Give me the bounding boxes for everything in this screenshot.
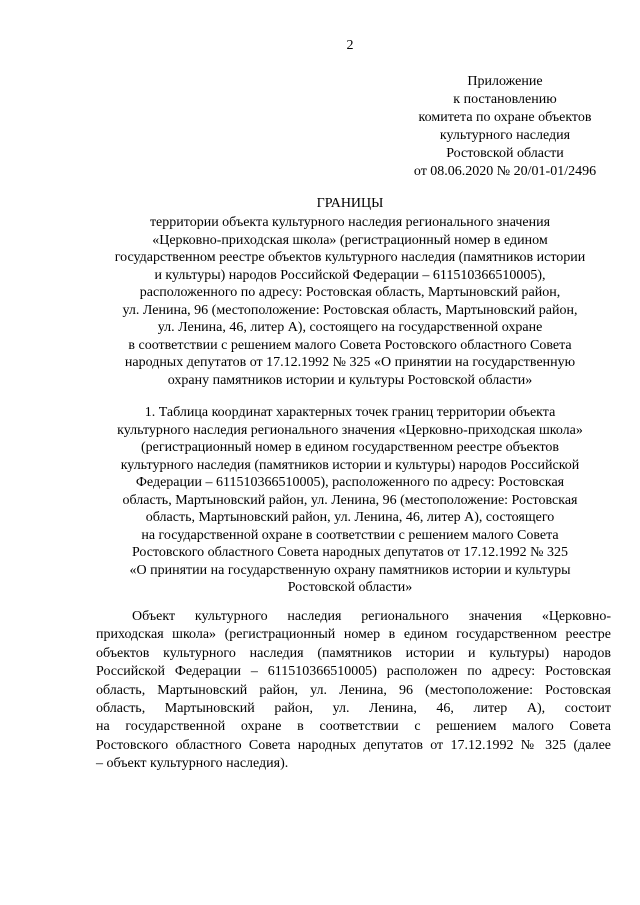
subtitle-line: и культуры) народов Российской Федерации – 611510366510005), <box>154 267 546 283</box>
table-heading <box>80 404 620 597</box>
subtitle-line: ул. Ленина, 96 (местоположение: Ростовская область, Мартыновский район, <box>122 302 578 318</box>
subtitle-line: в соответствии с решением малого Совета Ростовского областного Совета <box>128 337 572 353</box>
subtitle-line: государственном реестре объектов культурного наследия (памятников истории <box>114 250 586 265</box>
table-heading-line: область, Мартыновский район, ул. Ленина, 96 (местоположение: Ростовская <box>122 492 578 508</box>
body-line: приходская школа» (регистрационный номер в едином государственном реестре <box>96 627 611 643</box>
body-line: на государственной охране в соответствии с решением малого Совета <box>96 719 611 735</box>
table-heading-line: область, Мартыновский район, ул. Ленина, 46, литер А), состоящего <box>145 510 555 525</box>
body-line: область, Мартыновский район, ул. Ленина, 46, литер А), состоит <box>96 701 611 717</box>
body-line: Ростовского областного Совета народных депутатов от 17.12.1992 № 325 (далее <box>96 737 611 753</box>
body-line: Объект культурного наследия регионального значения «Церковно- <box>132 609 611 624</box>
body-line: объектов культурного наследия (памятников истории и культуры) народов <box>96 645 611 661</box>
table-heading-line: Федерации – 611510366510005), расположенного по адресу: Ростовская <box>135 475 565 490</box>
table-heading-line: (регистрационный номер в едином государственном реестре объектов <box>140 440 560 455</box>
table-heading-line: Ростовской области» <box>287 580 413 595</box>
subtitle-line: территории объекта культурного наследия регионального значения <box>149 215 551 230</box>
subtitle-line: ул. Ленина, 46, литер А), состоящего на государственной охране <box>157 320 543 335</box>
subtitle-line: охрану памятников истории и культуры Ростовской области» <box>167 372 533 388</box>
table-heading-line: Ростовского областного Совета народных депутатов от 17.12.1992 № 325 <box>131 545 569 560</box>
subtitle-line: «Церковно-приходская школа» (регистрационный номер в едином <box>152 232 548 248</box>
body-line: Российской Федерации – 611510366510005) расположен по адресу: Ростовская <box>96 664 611 680</box>
appendix-line: к постановлению <box>453 92 557 107</box>
appendix-line: культурного наследия <box>439 128 571 143</box>
table-heading-line: культурного наследия (памятников истории и культуры) народов Российской <box>120 457 580 473</box>
page-number: 2 <box>346 38 354 53</box>
subtitle-line: расположенного по адресу: Ростовская область, Мартыновский район, <box>139 285 561 300</box>
table-heading-line: 1. Таблица координат характерных точек границ территории объекта <box>144 405 556 420</box>
appendix-line: комитета по охране объектов <box>418 110 592 125</box>
body-line: – объект культурного наследия). <box>96 756 289 772</box>
table-heading-line: культурного наследия регионального значения «Церковно-приходская школа» <box>117 422 583 438</box>
body-paragraph <box>96 608 611 774</box>
appendix-line: от 08.06.2020 № 20/01-01/2496 <box>413 164 597 179</box>
appendix-block <box>380 73 630 181</box>
appendix-line: Ростовской области <box>446 146 564 161</box>
table-heading-line: на государственной охране в соответствии с решением малого Совета <box>141 527 559 543</box>
appendix-line: Приложение <box>467 74 543 89</box>
document-title: ГРАНИЦЫ <box>316 196 384 211</box>
body-line: область, Мартыновский район, ул. Ленина, 96 (местоположение: Ростовская <box>96 682 611 698</box>
subtitle-line: народных депутатов от 17.12.1992 № 325 «О принятии на государственную <box>124 355 576 370</box>
table-heading-line: «О принятии на государственную охрану памятников истории и культуры <box>129 562 571 578</box>
document-subtitle <box>80 214 620 389</box>
